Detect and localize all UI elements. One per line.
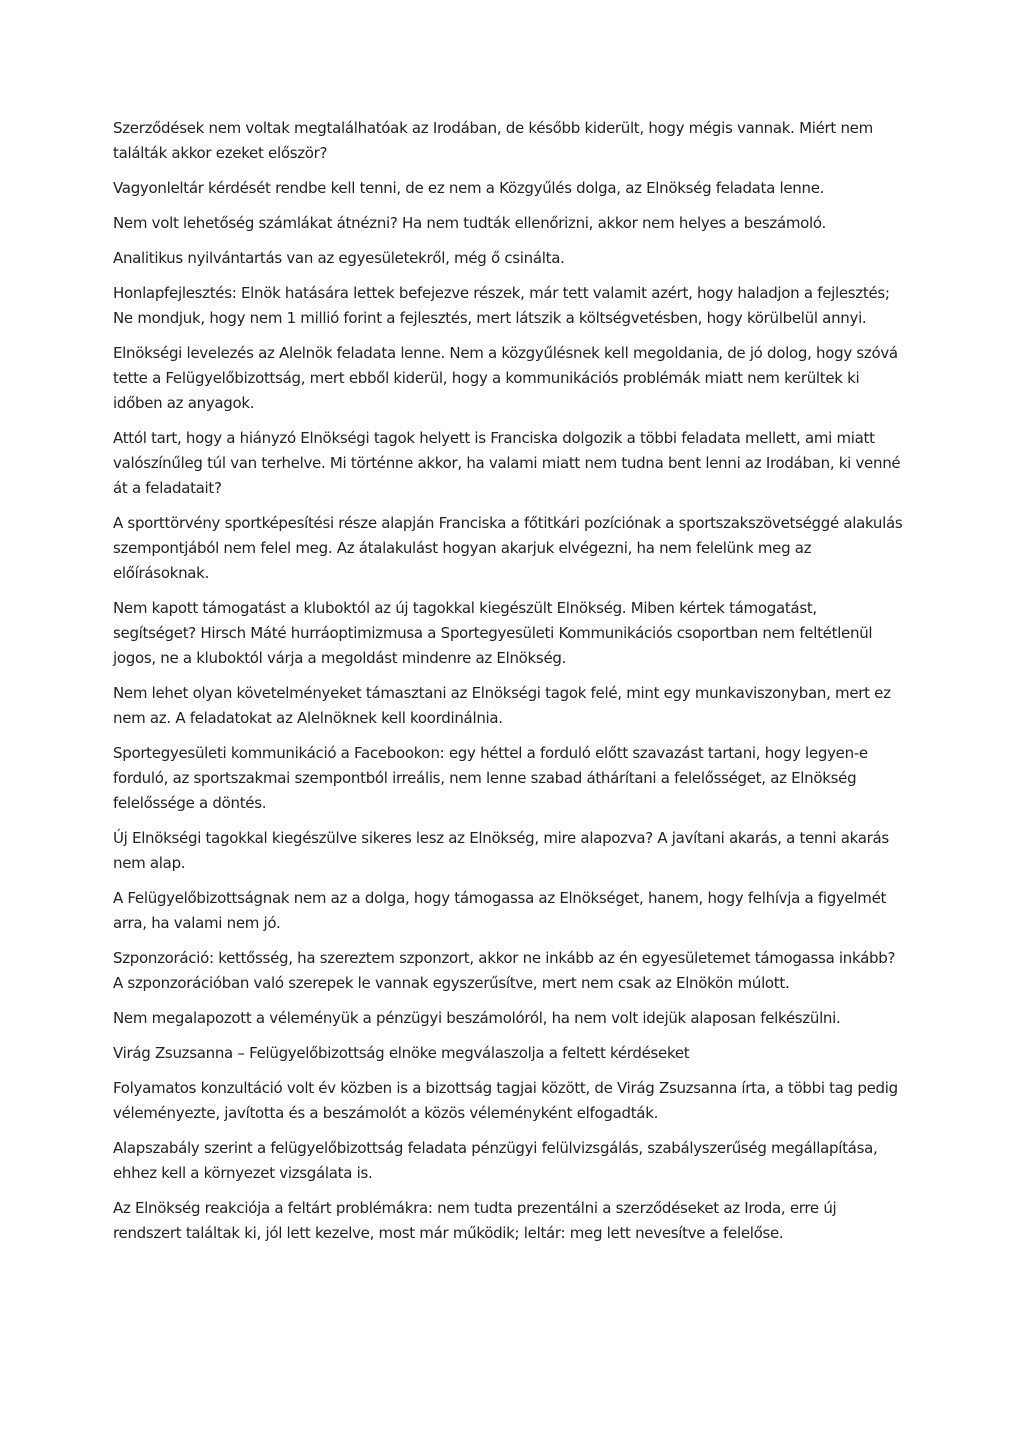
paragraph: Nem lehet olyan követelményeket támasztani az Elnökségi tagok felé, mint egy munkaviszonyban, mert ez nem az. A feladatokat az Alelnöknek kell koordinálnia. — [113, 684, 891, 727]
paragraph: Analitikus nyilvántartás van az egyesületekről, még ő csinálta. — [113, 249, 565, 267]
paragraph: Honlapfejlesztés: Elnök hatására lettek befejezve részek, már tett valamit azért, hogy haladjon a fejlesztés; Ne mondjuk, hogy nem 1 millió forint a fejlesztés, mert látszik a költségvetésben, hogy körülbelül annyi. — [113, 284, 890, 327]
paragraph: Folyamatos konzultáció volt év közben is a bizottság tagjai között, de Virág Zsuzsanna írta, a többi tag pedig véleményezte, javította és a beszámolót a közös véleményként elfogadták. — [113, 1079, 898, 1122]
document-page — [113, 116, 903, 1256]
paragraph: Az Elnökség reakciója a feltárt problémákra: nem tudta prezentálni a szerződéseket az Iroda, erre új rendszert találtak ki, jól lett kezelve, most már működik; leltár: meg lett nevesítve a felelőse. — [113, 1199, 837, 1242]
paragraph: Nem kapott támogatást a kluboktól az új tagokkal kiegészült Elnökség. Miben kértek támogatást, segítséget? Hirsch Máté hurráoptimizmusa a Sportegyesületi Kommunikációs csoportban nem feltétlenül jogos, ne a kluboktól várja a megoldást mindenre az Elnökség. — [113, 599, 873, 667]
paragraph: Szponzoráció: kettősség, ha szereztem szponzort, akkor ne inkább az én egyesületemet támogassa inkább? A szponzorációban való szerepek le vannak egyszerűsítve, mert nem csak az Elnökön múlott. — [113, 949, 896, 992]
paragraph: Szerződések nem voltak megtalálhatóak az Irodában, de később kiderült, hogy mégis vannak. Miért nem találták akkor ezeket először? — [113, 119, 873, 162]
paragraph: Alapszabály szerint a felügyelőbizottság feladata pénzügyi felülvizsgálás, szabályszerűség megállapítása, ehhez kell a környezet vizsgálata is. — [113, 1139, 878, 1182]
paragraph: Attól tart, hogy a hiányzó Elnökségi tagok helyett is Franciska dolgozik a többi feladata mellett, ami miatt valószínűleg túl van terhelve. Mi történne akkor, ha valami miatt nem tudna bent lenni az Irodában, ki venné át a feladatait? — [113, 429, 901, 497]
paragraph: Nem volt lehetőség számlákat átnézni? Ha nem tudták ellenőrizni, akkor nem helyes a beszámoló. — [113, 214, 826, 232]
paragraph: A Felügyelőbizottságnak nem az a dolga, hogy támogassa az Elnökséget, hanem, hogy felhívja a figyelmét arra, ha valami nem jó. — [113, 889, 887, 932]
paragraph: Nem megalapozott a véleményük a pénzügyi beszámolóról, ha nem volt idejük alaposan felkészülni. — [113, 1009, 841, 1027]
paragraph: Sportegyesületi kommunikáció a Facebookon: egy héttel a forduló előtt szavazást tartani, hogy legyen-e forduló, az sportszakmai szempontból irreális, nem lenne szabad áthárítani a felelősséget, az Elnökség felelőssége a döntés. — [113, 744, 868, 812]
paragraph: A sporttörvény sportképesítési része alapján Franciska a főtitkári pozíciónak a sportszakszövetséggé alakulás szempontjából nem felel meg. Az átalakulást hogyan akarjuk elvégezni, ha nem felelünk meg az előírásoknak. — [113, 514, 903, 582]
paragraph: Új Elnökségi tagokkal kiegészülve sikeres lesz az Elnökség, mire alapozva? A javítani akarás, a tenni akarás nem alap. — [113, 829, 889, 872]
paragraph: Virág Zsuzsanna – Felügyelőbizottság elnöke megválaszolja a feltett kérdéseket — [113, 1044, 690, 1062]
paragraph: Vagyonleltár kérdését rendbe kell tenni, de ez nem a Közgyűlés dolga, az Elnökség feladata lenne. — [113, 179, 825, 197]
paragraph: Elnökségi levelezés az Alelnök feladata lenne. Nem a közgyűlésnek kell megoldania, de jó dolog, hogy szóvá tette a Felügyelőbizottság, mert ebből kiderül, hogy a kommunikációs problémák miatt nem kerültek ki időben az anyagok. — [113, 344, 898, 412]
